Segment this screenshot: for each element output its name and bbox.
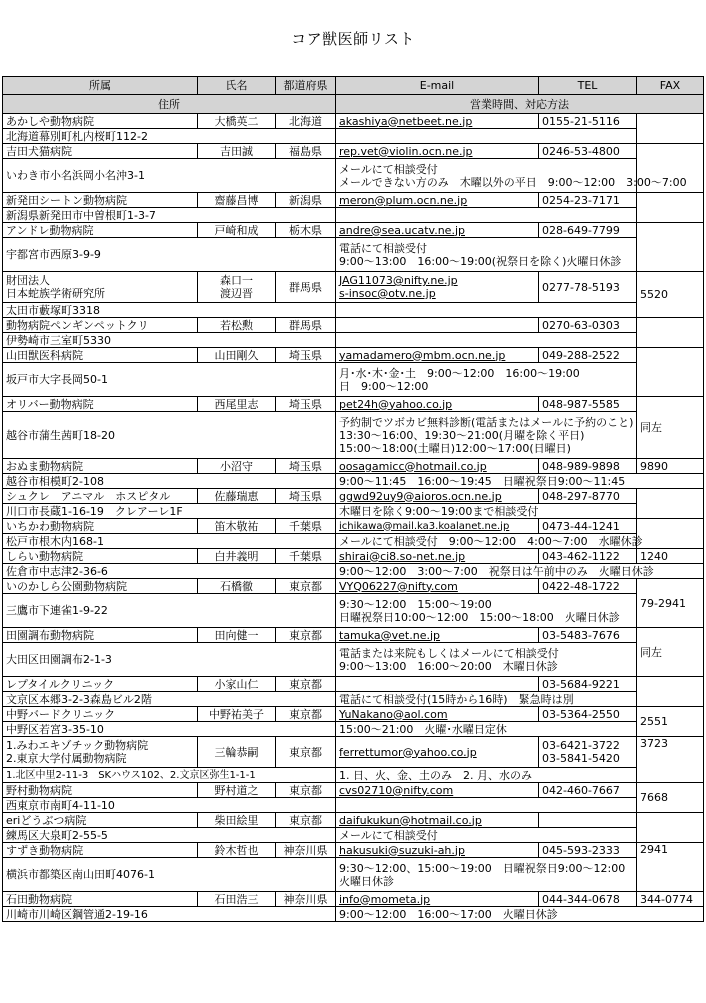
clinic-email[interactable] <box>336 489 539 504</box>
clinic-vet-name: 山田剛久 <box>198 348 276 363</box>
clinic-vet-name: 野村道之 <box>198 783 276 798</box>
hours-line: 9:00～13:00 16:00～20:00 木曜日休診 <box>339 659 558 673</box>
clinic-prefecture: 東京都 <box>276 579 336 594</box>
document-title: コア獣医師リスト <box>291 30 415 48</box>
clinic-hours <box>336 412 637 459</box>
clinic-email[interactable] <box>336 783 539 798</box>
clinic-vet-name: 若松勲 <box>198 318 276 333</box>
clinic-tel: 0473-44-1241 <box>539 519 637 534</box>
clinic-row-top <box>3 843 704 858</box>
clinic-tel: 028-649-7799 <box>539 223 637 238</box>
email-link[interactable]: akashiya@netbeet.ne.jp <box>339 114 473 128</box>
clinic-email[interactable] <box>336 813 539 828</box>
clinic-tel: 0422-48-1722 <box>539 579 637 594</box>
email-link[interactable]: yamadamero@mbm.ocn.ne.jp <box>339 348 506 362</box>
email-link[interactable]: andre@sea.ucatv.ne.jp <box>339 223 465 237</box>
clinic-row-bottom <box>3 534 704 549</box>
clinic-address: 新潟県新発田市中曽根町1-3-7 <box>3 208 336 223</box>
clinic-address: 1.北区中里2-11-3 SKハウス102、2.文京区弥生1-1-1 <box>3 768 336 783</box>
clinic-vet-name: 吉田誠 <box>198 144 276 159</box>
clinic-hours <box>336 594 637 628</box>
hours-line: 9:00～13:00 16:00～19:00(祝祭日を除く)火曜日休診 <box>339 254 622 268</box>
clinic-affiliation: 山田獣医科病院 <box>3 348 198 363</box>
clinic-vet-name: 大橋英二 <box>198 114 276 129</box>
clinic-affiliation <box>3 737 198 768</box>
clinic-vet-name: 石橋徹 <box>198 579 276 594</box>
hours-line: 月･水･木･金･土 9:00～12:00 16:00～19:00 <box>339 366 580 380</box>
email-link[interactable]: VYQ06227@nifty.com <box>339 579 458 593</box>
clinic-address: 宇都宮市西原3-9-9 <box>3 238 336 272</box>
clinic-email[interactable] <box>336 348 539 363</box>
clinic-row-top <box>3 144 704 159</box>
clinic-email[interactable] <box>336 737 539 768</box>
clinic-row-top <box>3 707 704 722</box>
clinic-address: 三鷹市下連雀1-9-22 <box>3 594 336 628</box>
clinic-fax <box>637 677 704 707</box>
clinic-hours: メールにて相談受付 <box>336 828 637 843</box>
clinic-hours: 1. 日、火、金、土のみ 2. 月、水のみ <box>336 768 637 783</box>
clinic-affiliation: 石田動物病院 <box>3 892 198 907</box>
clinic-row-bottom <box>3 363 704 397</box>
clinic-row-bottom <box>3 907 704 922</box>
clinic-address: 西東京市南町4-11-10 <box>3 798 336 813</box>
clinic-row-bottom <box>3 768 704 783</box>
clinic-prefecture: 群馬県 <box>276 272 336 303</box>
clinic-tel: 03-5483-7676 <box>539 628 637 643</box>
hours-line: 9:30～12:00 15:00～19:00 <box>339 597 492 611</box>
clinic-hours: 15:00～21:00 火曜･水曜日定休 <box>336 722 637 737</box>
clinic-vet-name: 田向健一 <box>198 628 276 643</box>
clinic-row-bottom <box>3 474 704 489</box>
clinic-affiliation: すずき動物病院 <box>3 843 198 858</box>
clinic-address: 越谷市蒲生茜町18-20 <box>3 412 336 459</box>
clinic-row-top <box>3 114 704 129</box>
header-tel: TEL <box>539 77 637 95</box>
clinic-row-bottom <box>3 722 704 737</box>
clinic-email[interactable] <box>336 223 539 238</box>
clinic-address: 文京区本郷3-2-3森島ビル2階 <box>3 692 336 707</box>
clinic-tel: 049-288-2522 <box>539 348 637 363</box>
clinic-email[interactable] <box>336 549 539 564</box>
clinic-fax: 1240 <box>637 549 704 564</box>
clinic-row-top <box>3 579 704 594</box>
clinic-hours <box>336 333 637 348</box>
clinic-affiliation: 新発田シートン動物病院 <box>3 193 198 208</box>
clinic-email[interactable] <box>336 677 539 692</box>
hours-line: メールにて相談受付 <box>339 162 438 176</box>
vet-name-line: 渡辺晋 <box>220 287 253 300</box>
tel-line: 03-5841-5420 <box>542 752 620 765</box>
clinic-prefecture: 東京都 <box>276 813 336 828</box>
clinic-fax <box>637 348 704 397</box>
clinic-prefecture: 神奈川県 <box>276 843 336 858</box>
email-link[interactable]: cvs02710@nifty.com <box>339 783 454 797</box>
clinic-address: 中野区若宮3-35-10 <box>3 722 336 737</box>
clinic-prefecture: 神奈川県 <box>276 892 336 907</box>
clinic-hours <box>336 643 637 677</box>
clinic-address: いわき市小名浜岡小名沖3-1 <box>3 159 336 193</box>
email-link[interactable]: oosagamicc@hotmail.co.jp <box>339 459 487 473</box>
clinic-tel: 03-5364-2550 <box>539 707 637 722</box>
clinic-fax <box>637 223 704 272</box>
clinic-prefecture: 千葉県 <box>276 549 336 564</box>
email-link[interactable]: pet24h@yahoo.co.jp <box>339 397 453 411</box>
affiliation-line: 1.みわエキゾチック動物病院 <box>6 739 149 752</box>
clinic-address: 伊勢崎市三室町5330 <box>3 333 336 348</box>
clinic-vet-name: 柴田絵里 <box>198 813 276 828</box>
clinic-fax <box>637 489 704 519</box>
clinic-tel: 048-987-5585 <box>539 397 637 412</box>
header-affiliation: 所属 <box>3 77 198 95</box>
clinic-row-top <box>3 549 704 564</box>
clinic-prefecture: 埼玉県 <box>276 459 336 474</box>
clinic-tel: 045-593-2333 <box>539 843 637 858</box>
clinic-prefecture: 東京都 <box>276 707 336 722</box>
clinic-vet-name: 齋藤昌博 <box>198 193 276 208</box>
clinic-row-top <box>3 892 704 907</box>
hours-line: 電話にて相談受付 <box>339 241 427 255</box>
clinic-address: 越谷市相模町2-108 <box>3 474 336 489</box>
clinic-affiliation: しらい動物病院 <box>3 549 198 564</box>
clinic-email[interactable] <box>336 318 539 333</box>
clinic-vet-name: 笛木敬祐 <box>198 519 276 534</box>
email-link[interactable]: s-insoc@otv.ne.jp <box>339 287 436 300</box>
clinic-affiliation: レプタイルクリニック <box>3 677 198 692</box>
clinic-row-top <box>3 737 704 768</box>
email-link[interactable]: ggwd92uy9@aioros.ocn.ne.jp <box>339 489 502 503</box>
clinic-tel: 0246-53-4800 <box>539 144 637 159</box>
clinic-affiliation: 動物病院ペンギンペットクリ <box>3 318 198 333</box>
clinic-fax: 3723 <box>637 737 704 783</box>
clinic-prefecture: 北海道 <box>276 114 336 129</box>
hours-line: 15:00～18:00(土曜日)12:00～17:00(日曜日) <box>339 441 571 455</box>
clinic-address: 横浜市都築区南山田町4076-1 <box>3 858 336 892</box>
header-row-2 <box>3 95 704 114</box>
clinic-prefecture: 埼玉県 <box>276 348 336 363</box>
clinic-email[interactable] <box>336 272 539 303</box>
email-link[interactable]: info@mometa.jp <box>339 892 431 906</box>
vet-name-line: 森口一 <box>220 274 253 287</box>
email-link[interactable]: YuNakano@aol.com <box>339 707 448 721</box>
clinic-hours <box>336 238 637 272</box>
clinic-affiliation: おぬま動物病院 <box>3 459 198 474</box>
clinic-row-top <box>3 348 704 363</box>
clinic-email[interactable] <box>336 628 539 643</box>
clinic-tel: 0270-63-0303 <box>539 318 637 333</box>
clinic-row-bottom <box>3 129 704 144</box>
clinic-prefecture: 東京都 <box>276 628 336 643</box>
clinic-tel: 048-989-9898 <box>539 459 637 474</box>
header-address: 住所 <box>3 95 336 114</box>
clinic-hours <box>336 858 637 892</box>
clinic-hours <box>336 798 637 813</box>
clinic-row-top <box>3 272 704 303</box>
clinic-tel <box>539 737 637 768</box>
clinic-row-bottom <box>3 798 704 813</box>
clinic-row-bottom <box>3 504 704 519</box>
clinic-row-top <box>3 489 704 504</box>
clinic-row-bottom <box>3 303 704 318</box>
clinic-email[interactable] <box>336 892 539 907</box>
clinic-affiliation: eriどうぶつ病院 <box>3 813 198 828</box>
clinic-prefecture: 東京都 <box>276 677 336 692</box>
clinic-email[interactable] <box>336 397 539 412</box>
clinic-row-bottom <box>3 159 704 193</box>
clinic-address: 北海道幕別町札内桜町112-2 <box>3 129 336 144</box>
clinic-row-top <box>3 193 704 208</box>
email-link[interactable]: meron@plum.ocn.ne.jp <box>339 193 468 207</box>
clinic-vet-name: 戸崎和成 <box>198 223 276 238</box>
clinic-tel: 0277-78-5193 <box>539 272 637 303</box>
clinic-address: 川崎市川崎区鋼管通2-19-16 <box>3 907 336 922</box>
clinic-prefecture: 新潟県 <box>276 193 336 208</box>
clinic-fax: 同左 <box>637 628 704 677</box>
clinic-affiliation: 中野バードクリニック <box>3 707 198 722</box>
clinic-hours <box>336 129 637 144</box>
clinic-email[interactable] <box>336 114 539 129</box>
clinic-fax: 5520 <box>637 272 704 318</box>
vet-list-table <box>2 76 704 922</box>
clinic-address: 大田区田園調布2-1-3 <box>3 643 336 677</box>
clinic-fax <box>637 114 704 144</box>
clinic-prefecture: 群馬県 <box>276 318 336 333</box>
clinic-affiliation: アンドレ動物病院 <box>3 223 198 238</box>
clinic-vet-name: 小家山仁 <box>198 677 276 692</box>
affiliation-line: 2.東京大学付属動物病院 <box>6 752 127 765</box>
clinic-address: 川口市長蔵1-16-19 クレアーレ1F <box>3 504 336 519</box>
affiliation-line: 日本蛇族学術研究所 <box>6 287 105 300</box>
clinic-hours: メールにて相談受付 9:00～12:00 4:00～7:00 水曜休診 <box>336 534 637 549</box>
clinic-hours <box>336 363 637 397</box>
clinic-address: 坂戸市大字長岡50-1 <box>3 363 336 397</box>
clinic-affiliation: 吉田犬猫病院 <box>3 144 198 159</box>
clinic-hours: 9:00～12:00 16:00～17:00 火曜日休診 <box>336 907 704 922</box>
clinic-fax: 9890 <box>637 459 704 474</box>
hours-line: 電話または来院もしくはメールにて相談受付 <box>339 646 559 660</box>
clinic-email[interactable] <box>336 579 539 594</box>
clinic-row-bottom <box>3 333 704 348</box>
clinic-vet-name <box>198 272 276 303</box>
clinic-row-bottom <box>3 238 704 272</box>
clinic-email[interactable] <box>336 459 539 474</box>
clinic-affiliation: オリバー動物病院 <box>3 397 198 412</box>
header-hours: 営業時間、対応方法 <box>336 95 704 114</box>
header-name: 氏名 <box>198 77 276 95</box>
clinic-row-top <box>3 459 704 474</box>
affiliation-line: 財団法人 <box>6 274 50 287</box>
clinic-fax <box>637 519 704 549</box>
clinic-email[interactable] <box>336 144 539 159</box>
clinic-fax: 344-0774 <box>637 892 704 907</box>
email-link[interactable]: daifukukun@hotmail.co.jp <box>339 813 482 827</box>
clinic-address: 太田市藪塚町3318 <box>3 303 336 318</box>
clinic-fax: 79-2941 <box>637 579 704 628</box>
clinic-vet-name: 三輪恭嗣 <box>198 737 276 768</box>
email-link[interactable]: hakusuki@suzuki-ah.jp <box>339 843 465 857</box>
clinic-row-bottom <box>3 692 704 707</box>
email-link[interactable]: JAG11073@nifty.ne.jp <box>339 274 458 287</box>
clinic-row-bottom <box>3 828 704 843</box>
email-link[interactable]: shirai@ci8.so-net.ne.jp <box>339 549 466 563</box>
clinic-tel: 0155-21-5116 <box>539 114 637 129</box>
clinic-affiliation: あかしや動物病院 <box>3 114 198 129</box>
clinic-row-top <box>3 783 704 798</box>
clinic-vet-name: 佐藤瑞恵 <box>198 489 276 504</box>
clinic-fax: 7668 <box>637 783 704 813</box>
clinic-email[interactable] <box>336 193 539 208</box>
hours-line: 予約制でツボカビ無料診断(電話またはメールに予約のこと) <box>339 415 634 429</box>
header-email: E-mail <box>336 77 539 95</box>
clinic-tel: 044-344-0678 <box>539 892 637 907</box>
clinic-row-top <box>3 397 704 412</box>
clinic-email[interactable] <box>336 519 539 534</box>
clinic-prefecture: 栃木県 <box>276 223 336 238</box>
header-row-1 <box>3 77 704 95</box>
clinic-affiliation: いのかしら公園動物病院 <box>3 579 198 594</box>
clinic-vet-name: 小沼守 <box>198 459 276 474</box>
clinic-vet-name: 中野祐美子 <box>198 707 276 722</box>
email-link[interactable]: ichikawa@mail.ka3.koalanet.ne.jp <box>339 520 510 532</box>
hours-line: 日曜祝祭日10:00～12:00 15:00～18:00 火曜日休診 <box>339 610 620 624</box>
clinic-email[interactable] <box>336 707 539 722</box>
clinic-affiliation: 田園調布動物病院 <box>3 628 198 643</box>
clinic-tel: 0254-23-7171 <box>539 193 637 208</box>
hours-line: 9:30～12:00、15:00～19:00 日曜祝祭日9:00～12:00 <box>339 861 626 875</box>
clinic-row-top <box>3 813 704 828</box>
clinic-fax: 同左 <box>637 397 704 459</box>
clinic-row-top <box>3 223 704 238</box>
clinic-prefecture: 埼玉県 <box>276 489 336 504</box>
clinic-address: 練馬区大泉町2-55-5 <box>3 828 336 843</box>
clinic-vet-name: 鈴木哲也 <box>198 843 276 858</box>
clinic-hours <box>336 208 637 223</box>
clinic-affiliation: いちかわ動物病院 <box>3 519 198 534</box>
clinic-row-bottom <box>3 208 704 223</box>
clinic-row-top <box>3 628 704 643</box>
header-prefecture: 都道府県 <box>276 77 336 95</box>
clinic-vet-name: 白井義明 <box>198 549 276 564</box>
clinic-tel: 048-297-8770 <box>539 489 637 504</box>
clinic-row-bottom <box>3 412 704 459</box>
header-fax: FAX <box>637 77 704 95</box>
clinic-row-top <box>3 318 704 333</box>
hours-line: 日 9:00～12:00 <box>339 379 429 393</box>
clinic-email[interactable] <box>336 843 539 858</box>
clinic-hours: 9:00～12:00 3:00～7:00 祝祭日は午前中のみ 火曜日休診 <box>336 564 704 579</box>
clinic-address: 佐倉市中志津2-36-6 <box>3 564 336 579</box>
email-link[interactable]: ferrettumor@yahoo.co.jp <box>339 745 477 759</box>
clinic-tel: 043-462-1122 <box>539 549 637 564</box>
email-link[interactable]: tamuka@vet.ne.jp <box>339 628 441 642</box>
clinic-row-bottom <box>3 858 704 892</box>
clinic-tel: 03-5684-9221 <box>539 677 637 692</box>
clinic-row-top <box>3 519 704 534</box>
clinic-vet-name: 西尾里志 <box>198 397 276 412</box>
clinic-row-bottom <box>3 594 704 628</box>
clinic-fax: 2551 <box>637 707 704 737</box>
clinic-prefecture: 埼玉県 <box>276 397 336 412</box>
clinic-address: 松戸市根木内168-1 <box>3 534 336 549</box>
hours-line: 13:30～16:00、19:30～21:00(月曜を除く平日) <box>339 428 585 442</box>
clinic-row-bottom <box>3 643 704 677</box>
hours-line: 火曜日休診 <box>339 874 394 888</box>
hours-line: メールできない方のみ 木曜以外の平日 9:00～12:00 3:00～7:00 <box>339 175 687 189</box>
clinic-row-bottom <box>3 564 704 579</box>
clinic-prefecture: 福島県 <box>276 144 336 159</box>
clinic-affiliation: シュクレ アニマル ホスピタル <box>3 489 198 504</box>
clinic-fax <box>637 813 704 843</box>
clinic-prefecture: 東京都 <box>276 737 336 768</box>
clinic-fax: 2941 <box>637 843 704 892</box>
clinic-hours <box>336 159 687 193</box>
clinic-hours: 電話にて相談受付(15時から16時) 緊急時は別 <box>336 692 637 707</box>
clinic-fax <box>637 193 704 223</box>
tel-line: 03-6421-3722 <box>542 739 620 752</box>
clinic-tel <box>539 813 637 828</box>
clinic-hours <box>336 303 637 318</box>
email-link[interactable]: rep.vet@violin.ocn.ne.jp <box>339 144 473 158</box>
clinic-vet-name: 石田浩三 <box>198 892 276 907</box>
clinic-affiliation <box>3 272 198 303</box>
clinic-hours: 9:00～11:45 16:00～19:45 日曜祝祭日9:00～11:45 <box>336 474 704 489</box>
clinic-row-top <box>3 677 704 692</box>
clinic-hours: 木曜日を除く9:00～19:00まで相談受付 <box>336 504 637 519</box>
clinic-prefecture: 東京都 <box>276 783 336 798</box>
clinic-prefecture: 千葉県 <box>276 519 336 534</box>
clinic-fax <box>637 318 704 348</box>
clinic-affiliation: 野村動物病院 <box>3 783 198 798</box>
clinic-tel: 042-460-7667 <box>539 783 637 798</box>
